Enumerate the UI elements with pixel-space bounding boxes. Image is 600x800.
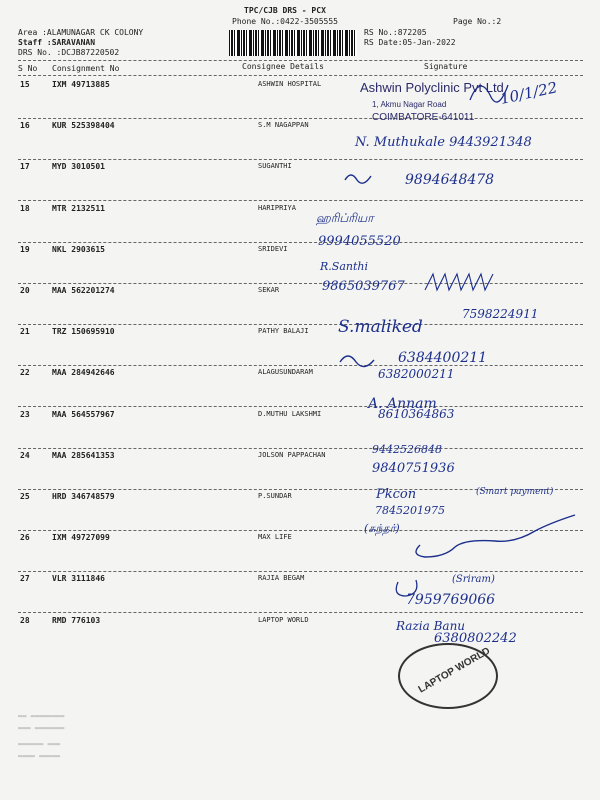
- col-sno: S No: [18, 64, 38, 73]
- row-sno: 17: [20, 162, 30, 172]
- page-number: Page No.:2: [453, 17, 502, 26]
- row-consignee-name: RAJIA BEGAM: [258, 574, 305, 583]
- row-consignment-no: MAA 564557967: [52, 409, 115, 419]
- row-consignee-name: SEKAR: [258, 286, 280, 294]
- row-consignment-no: IXM 49713885: [52, 80, 110, 89]
- row-sno: 18: [20, 203, 30, 213]
- signature-row23-phone2: 9840751936: [372, 461, 455, 476]
- phone-number: Phone No.:0422-3505555: [232, 17, 338, 26]
- area-label: Area :ALAMUNAGAR CK COLONY: [18, 28, 144, 37]
- row-consignee-name: JOLSON PAPPACHAN: [258, 450, 326, 459]
- signature-row20-phone: 7598224911: [462, 307, 539, 321]
- signature-row22-phone: 8610364863: [378, 407, 455, 421]
- row-consignee-name: SRIDEVI: [258, 244, 288, 253]
- signature-row22-name: A. Annam: [368, 396, 437, 412]
- signature-row17: 9894648478: [405, 172, 495, 188]
- row-sno: 21: [20, 327, 30, 337]
- row-consignee-name: ASHWIN HOSPITAL: [258, 80, 322, 88]
- row-sno: 20: [20, 286, 30, 295]
- row-consignment-no: VLR 3111846: [52, 574, 105, 584]
- row-consignee-name: LAPTOP WORLD: [258, 615, 309, 624]
- row-consignment-no: MTR 2132511: [52, 203, 105, 213]
- hospital-stamp-line2: 1, Akmu Nagar Road: [372, 100, 447, 109]
- bleed-through-4: ▬▬▬▬ ▬▬▬▬▬: [18, 752, 61, 760]
- signature-row25-name: (சுந்தர்): [364, 522, 400, 535]
- row-sno: 15: [20, 80, 30, 89]
- row-consignment-no: MAA 284942646: [52, 368, 115, 378]
- row-consignee-name: D.MUTHU LAKSHMI: [258, 409, 322, 418]
- row-consignee-name: MAX LIFE: [258, 533, 292, 542]
- row-consignee-name: PATHY BALAJI: [258, 327, 309, 336]
- signature-row21-phone2: 6382000211: [378, 367, 455, 381]
- signature-row18-phone: 9994055520: [318, 234, 401, 249]
- row-consignment-no: MYD 3010501: [52, 162, 105, 172]
- row-sno: 28: [20, 615, 30, 625]
- signature-row20-name: S.maliked: [338, 317, 423, 337]
- row-sno: 26: [20, 533, 30, 543]
- signature-row24-name: Pkcon: [376, 487, 417, 502]
- signature-scribble-17: [345, 175, 371, 183]
- signature-row15-date: 10/1/22: [498, 78, 559, 108]
- row-consignment-no: HRD 346748579: [52, 492, 115, 501]
- staff-label: Staff :SARAVANAN: [18, 38, 96, 47]
- drs-number: DRS No. :DCJB87220502: [18, 48, 120, 57]
- row-consignee-name: SUGANTHI: [258, 162, 292, 171]
- row-sno: 24: [20, 450, 30, 460]
- row-consignment-no: RMD 776103: [52, 615, 101, 625]
- laptop-world-stamp: [398, 643, 498, 709]
- row-consignment-no: NKL 2903615: [52, 244, 105, 254]
- bleed-through-3: ▬▬▬▬▬▬ ▬▬▬: [18, 740, 61, 748]
- signature-row19-phone: 9865039767: [322, 279, 405, 294]
- bleed-through-2: ▬▬▬ ▬▬▬▬▬▬▬: [18, 724, 65, 732]
- signature-row21-phone1: 6384400211: [398, 350, 488, 366]
- row-consignment-no: MAA 562201274: [52, 286, 115, 295]
- row-sno: 23: [20, 409, 30, 419]
- row-sno: 25: [20, 492, 30, 501]
- laptop-world-stamp-text: LAPTOP WORLD: [416, 645, 493, 696]
- signature-row23-phone1: 9442526848: [372, 443, 442, 456]
- signature-scribble-19: [425, 274, 493, 290]
- col-consignee: Consignee Details: [242, 62, 324, 71]
- hospital-stamp-line3: COIMBATORE-641011: [372, 112, 475, 123]
- signature-row26-name: (Sriram): [452, 574, 495, 585]
- row-consignment-no: MAA 285641353: [52, 450, 115, 460]
- row-sno: 27: [20, 574, 30, 584]
- row-consignment-no: TRZ 150695910: [52, 327, 115, 337]
- col-signature: Signature: [424, 62, 468, 71]
- bleed-through-1: ▬▬ ▬▬▬▬▬▬▬▬: [18, 712, 65, 720]
- col-consignment: Consignment No: [52, 64, 120, 73]
- row-sno: 16: [20, 121, 30, 131]
- rs-date: RS Date:05-Jan-2022: [364, 38, 456, 47]
- signature-row24-note: (Smart payment): [476, 487, 554, 497]
- row-consignee-name: P.SUNDAR: [258, 492, 292, 500]
- signature-row27-name: Razia Banu: [396, 619, 466, 633]
- row-consignee-name: S.M NAGAPPAN: [258, 121, 309, 130]
- signature-row26-phone: 7959769066: [406, 592, 496, 608]
- rs-number: RS No.:872205: [364, 28, 427, 37]
- signature-row16: N. Muthukale 9443921348: [355, 135, 532, 150]
- sheet-title: TPC/CJB DRS - PCX: [244, 6, 326, 15]
- signature-scribble-21: [340, 356, 374, 367]
- signature-row24-phone: 7845201975: [375, 504, 445, 517]
- signature-scribble-25: [416, 515, 575, 557]
- signature-row18-name: ஹரிப்ரியா: [316, 211, 374, 225]
- row-consignment-no: IXM 49727099: [52, 533, 110, 543]
- signature-row27-phone: 6380802242: [434, 631, 517, 646]
- signature-row19-name: R.Santhi: [320, 260, 368, 273]
- row-consignee-name: HARIPRIYA: [258, 203, 296, 212]
- row-sno: 19: [20, 244, 30, 254]
- hospital-stamp-line1: Ashwin Polyclinic Pvt Ltd: [360, 80, 504, 95]
- row-sno: 22: [20, 368, 30, 378]
- row-consignee-name: ALAGUSUNDARAM: [258, 368, 313, 377]
- row-consignment-no: KUR 525398404: [52, 121, 115, 131]
